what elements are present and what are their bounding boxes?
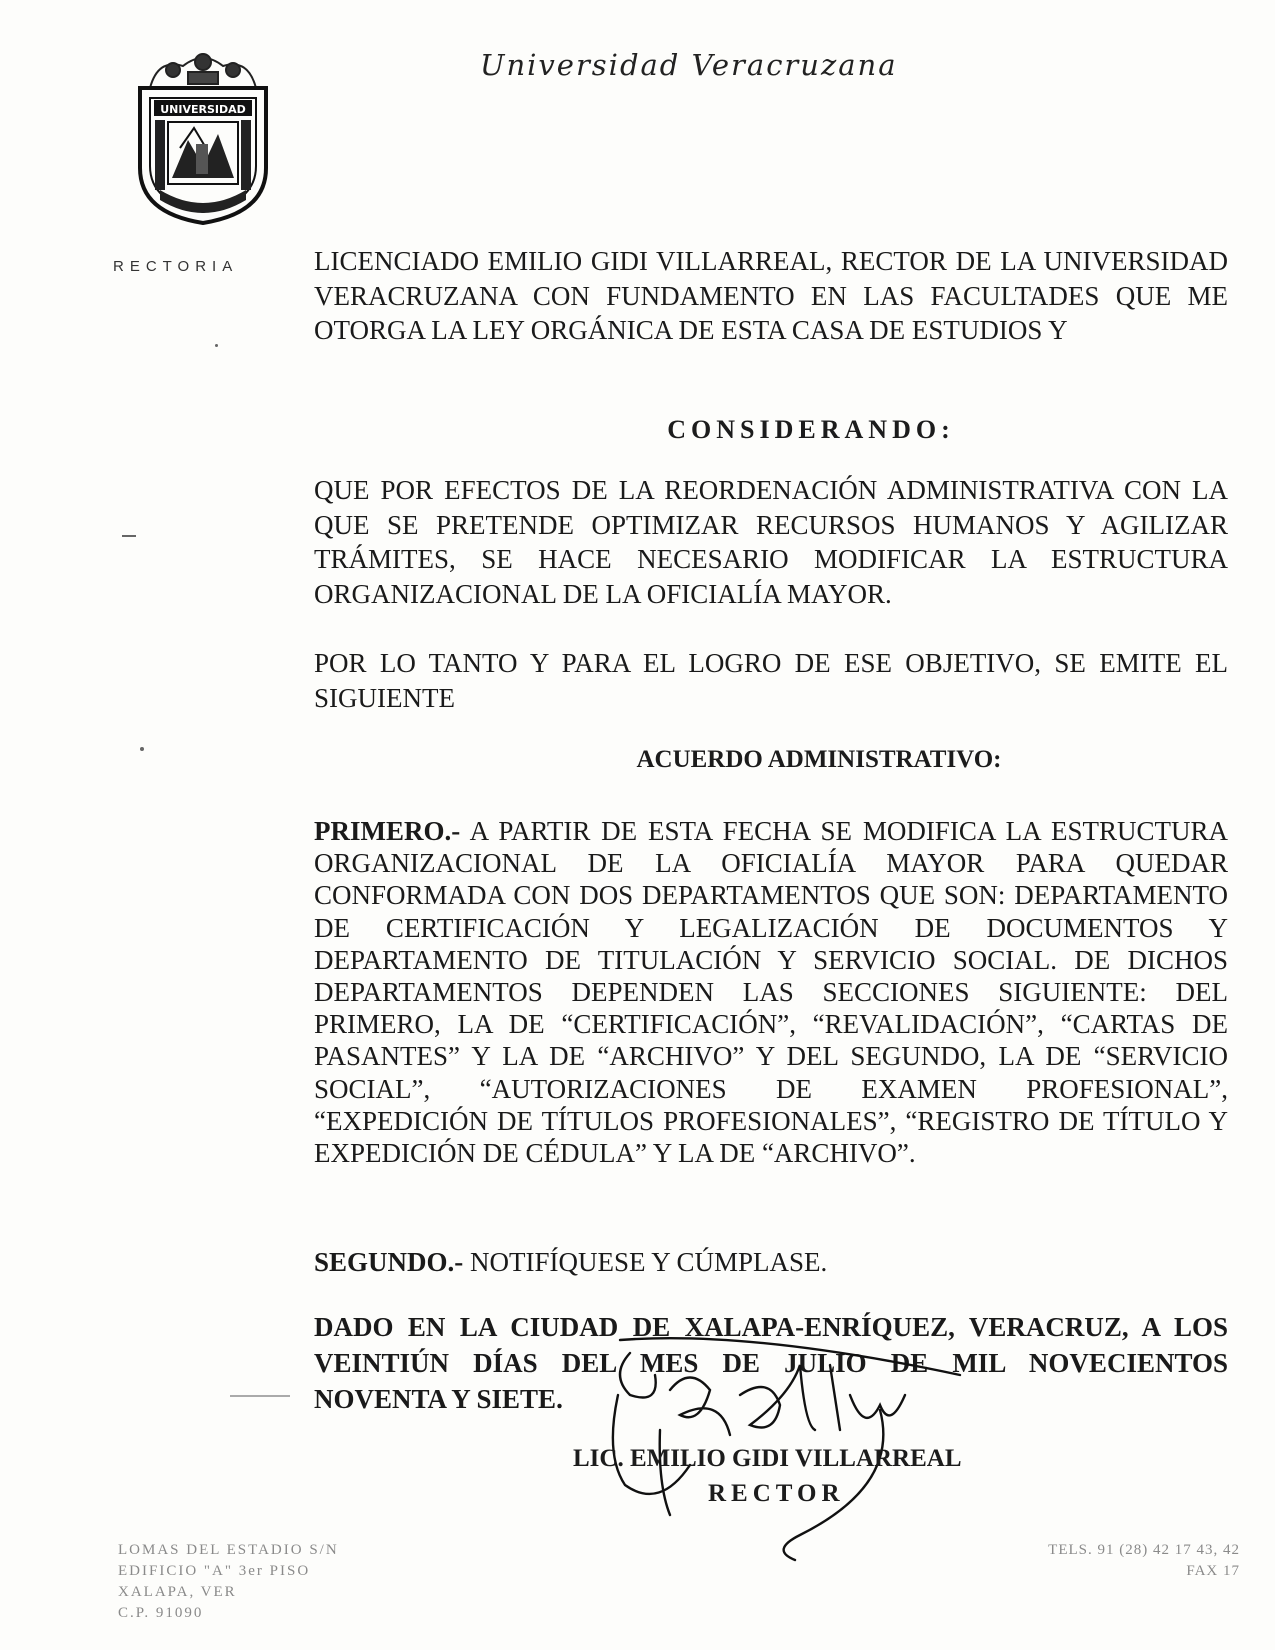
primero-paragraph xyxy=(314,815,1228,1169)
address-line: LOMAS DEL ESTADIO S/N xyxy=(118,1542,339,1558)
segundo-label: SEGUNDO.- xyxy=(314,1247,464,1277)
scan-mark xyxy=(122,535,136,537)
considerando-heading: CONSIDERANDO: xyxy=(667,415,955,444)
scan-mark xyxy=(215,344,218,347)
segundo-paragraph xyxy=(314,1245,1228,1280)
primero-text: A PARTIR DE ESTA FECHA SE MODIFICA LA ESTRUCTURA ORGANIZACIONAL DE LA OFICIALÍA MAYOR PARA QUEDAR CONFORMADA CON DOS DEPARTAMENTOS QUE SON: DEPARTAMENTO DE CERTIFICACIÓN Y LEGALIZACIÓN DE DOCUMENTOS Y DEPARTAMENTO DE TITULACIÓN Y SERVICIO SOCIAL. DE DICHOS DEPARTAMENTOS DEPENDEN LAS SECCIONES SIGUIENTE: DEL PRIMERO, LA DE “CERTIFICACIÓN”, “REVALIDACIÓN”, “CARTAS DE PASANTES” Y LA DE “ARCHIVO” Y DEL SEGUNDO, LA DE “SERVICIO SOCIAL”, “AUTORIZACIONES DE EXAMEN PROFESIONAL”, “EXPEDICIÓN DE TÍTULOS PROFESIONALES”, “REGISTRO DE TÍTULO Y EXPEDICIÓN DE CÉDULA” Y LA DE “ARCHIVO”. xyxy=(314,816,1228,1169)
primero-label: PRIMERO.- xyxy=(314,816,461,846)
address-line: XALAPA, VER xyxy=(118,1584,237,1600)
scan-mark xyxy=(140,747,144,751)
phone-line: TELS. 91 (28) 42 17 43, 42 xyxy=(1048,1542,1240,1558)
signatory-name: LIC. EMILIO GIDI VILLARREAL xyxy=(573,1445,962,1472)
scan-mark xyxy=(230,1395,290,1397)
segundo-text: NOTIFÍQUESE Y CÚMPLASE. xyxy=(470,1247,828,1277)
fax-line: FAX 17 xyxy=(1186,1563,1240,1579)
considerando-paragraph: QUE POR EFECTOS DE LA REORDENACIÓN ADMINISTRATIVA CON LA QUE SE PRETENDE OPTIMIZAR RECURSOS HUMANOS Y AGILIZAR TRÁMITES, SE HACE NECESARIO MODIFICAR LA ESTRUCTURA ORGANIZACIONAL DE LA OFICIALÍA MAYOR. xyxy=(314,475,1228,609)
svg-text:UNIVERSIDAD: UNIVERSIDAD xyxy=(160,103,246,116)
intro-paragraph: LICENCIADO EMILIO GIDI VILLARREAL, RECTOR DE LA UNIVERSIDAD VERACRUZANA CON FUNDAMENTO EN LAS FACULTADES QUE ME OTORGA LA LEY ORGÁNICA DE ESTA CASA DE ESTUDIOS Y xyxy=(314,246,1228,345)
footer-address xyxy=(118,1540,339,1624)
university-title: Universidad Veracruzana xyxy=(480,48,898,82)
department-label: RECTORIA xyxy=(113,258,239,275)
por-lo-tanto-paragraph: POR LO TANTO Y PARA EL LOGRO DE ESE OBJETIVO, SE EMITE EL SIGUIENTE xyxy=(314,648,1228,713)
address-line: EDIFICIO "A" 3er PISO xyxy=(118,1563,311,1579)
acuerdo-heading: ACUERDO ADMINISTRATIVO: xyxy=(636,746,1002,773)
footer-phones xyxy=(1000,1540,1240,1582)
address-line: C.P. 91090 xyxy=(118,1605,204,1621)
signatory-title: RECTOR xyxy=(708,1480,845,1507)
university-seal xyxy=(128,48,278,228)
dado-paragraph: DADO EN LA CIUDAD DE XALAPA-ENRÍQUEZ, VERACRUZ, A LOS VEINTIÚN DÍAS DEL MES DE JULIO DE MIL NOVECIENTOS NOVENTA Y SIETE. xyxy=(314,1312,1228,1414)
